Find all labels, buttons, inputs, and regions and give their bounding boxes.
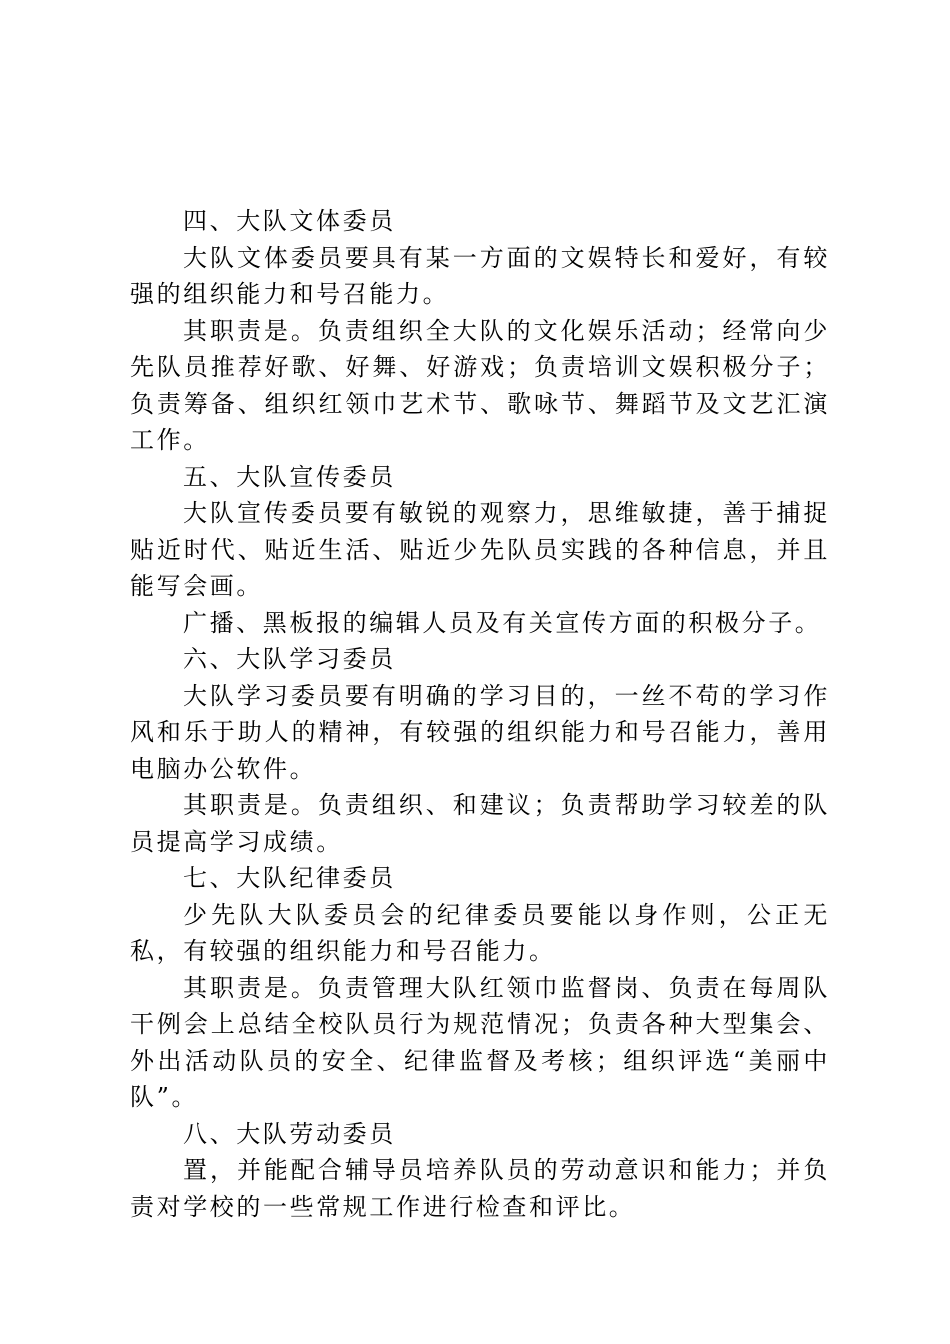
section-heading-discipline: 七、大队纪律委员 (183, 864, 396, 892)
paragraph: 置，并能配合辅导员培养队员的劳动意识和能力；并负责对学校的一些常规工作进行检查和评比。 (130, 1156, 830, 1221)
paragraph: 其职责是。负责组织全大队的文化娱乐活动；经常向少先队员推荐好歌、好舞、好游戏；负责培训文娱积极分子；负责筹备、组织红领巾艺术节、歌咏节、舞蹈节及文艺汇演工作。 (130, 316, 830, 454)
section-heading-culture-sports: 四、大队文体委员 (183, 207, 396, 235)
paragraph: 其职责是。负责组织、和建议；负责帮助学习较差的队员提高学习成绩。 (130, 791, 830, 856)
paragraph: 少先队大队委员会的纪律委员要能以身作则，公正无私，有较强的组织能力和号召能力。 (130, 900, 830, 965)
paragraph: 其职责是。负责管理大队红领巾监督岗、负责在每周队干例会上总结全校队员行为规范情况；负责各种大型集会、外出活动队员的安全、纪律监督及考核；组织评选“美丽中队”。 (130, 973, 830, 1111)
section-heading-publicity: 五、大队宣传委员 (183, 462, 396, 491)
paragraph: 大队宣传委员要有敏锐的观察力，思维敏捷，善于捕捉贴近时代、贴近生活、贴近少先队员实践的各种信息，并且能写会画。 (130, 499, 830, 600)
paragraph: 广播、黑板报的编辑人员及有关宣传方面的积极分子。 (183, 608, 822, 637)
document-body (130, 203, 830, 1225)
section-heading-labor: 八、大队劳动委员 (183, 1119, 396, 1148)
paragraph: 大队文体委员要具有某一方面的文娱特长和爱好，有较强的组织能力和号召能力。 (130, 243, 830, 308)
paragraph: 大队学习委员要有明确的学习目的，一丝不苟的学习作风和乐于助人的精神，有较强的组织能力和号召能力，善用电脑办公软件。 (130, 681, 830, 783)
section-heading-study: 六、大队学习委员 (183, 645, 396, 673)
